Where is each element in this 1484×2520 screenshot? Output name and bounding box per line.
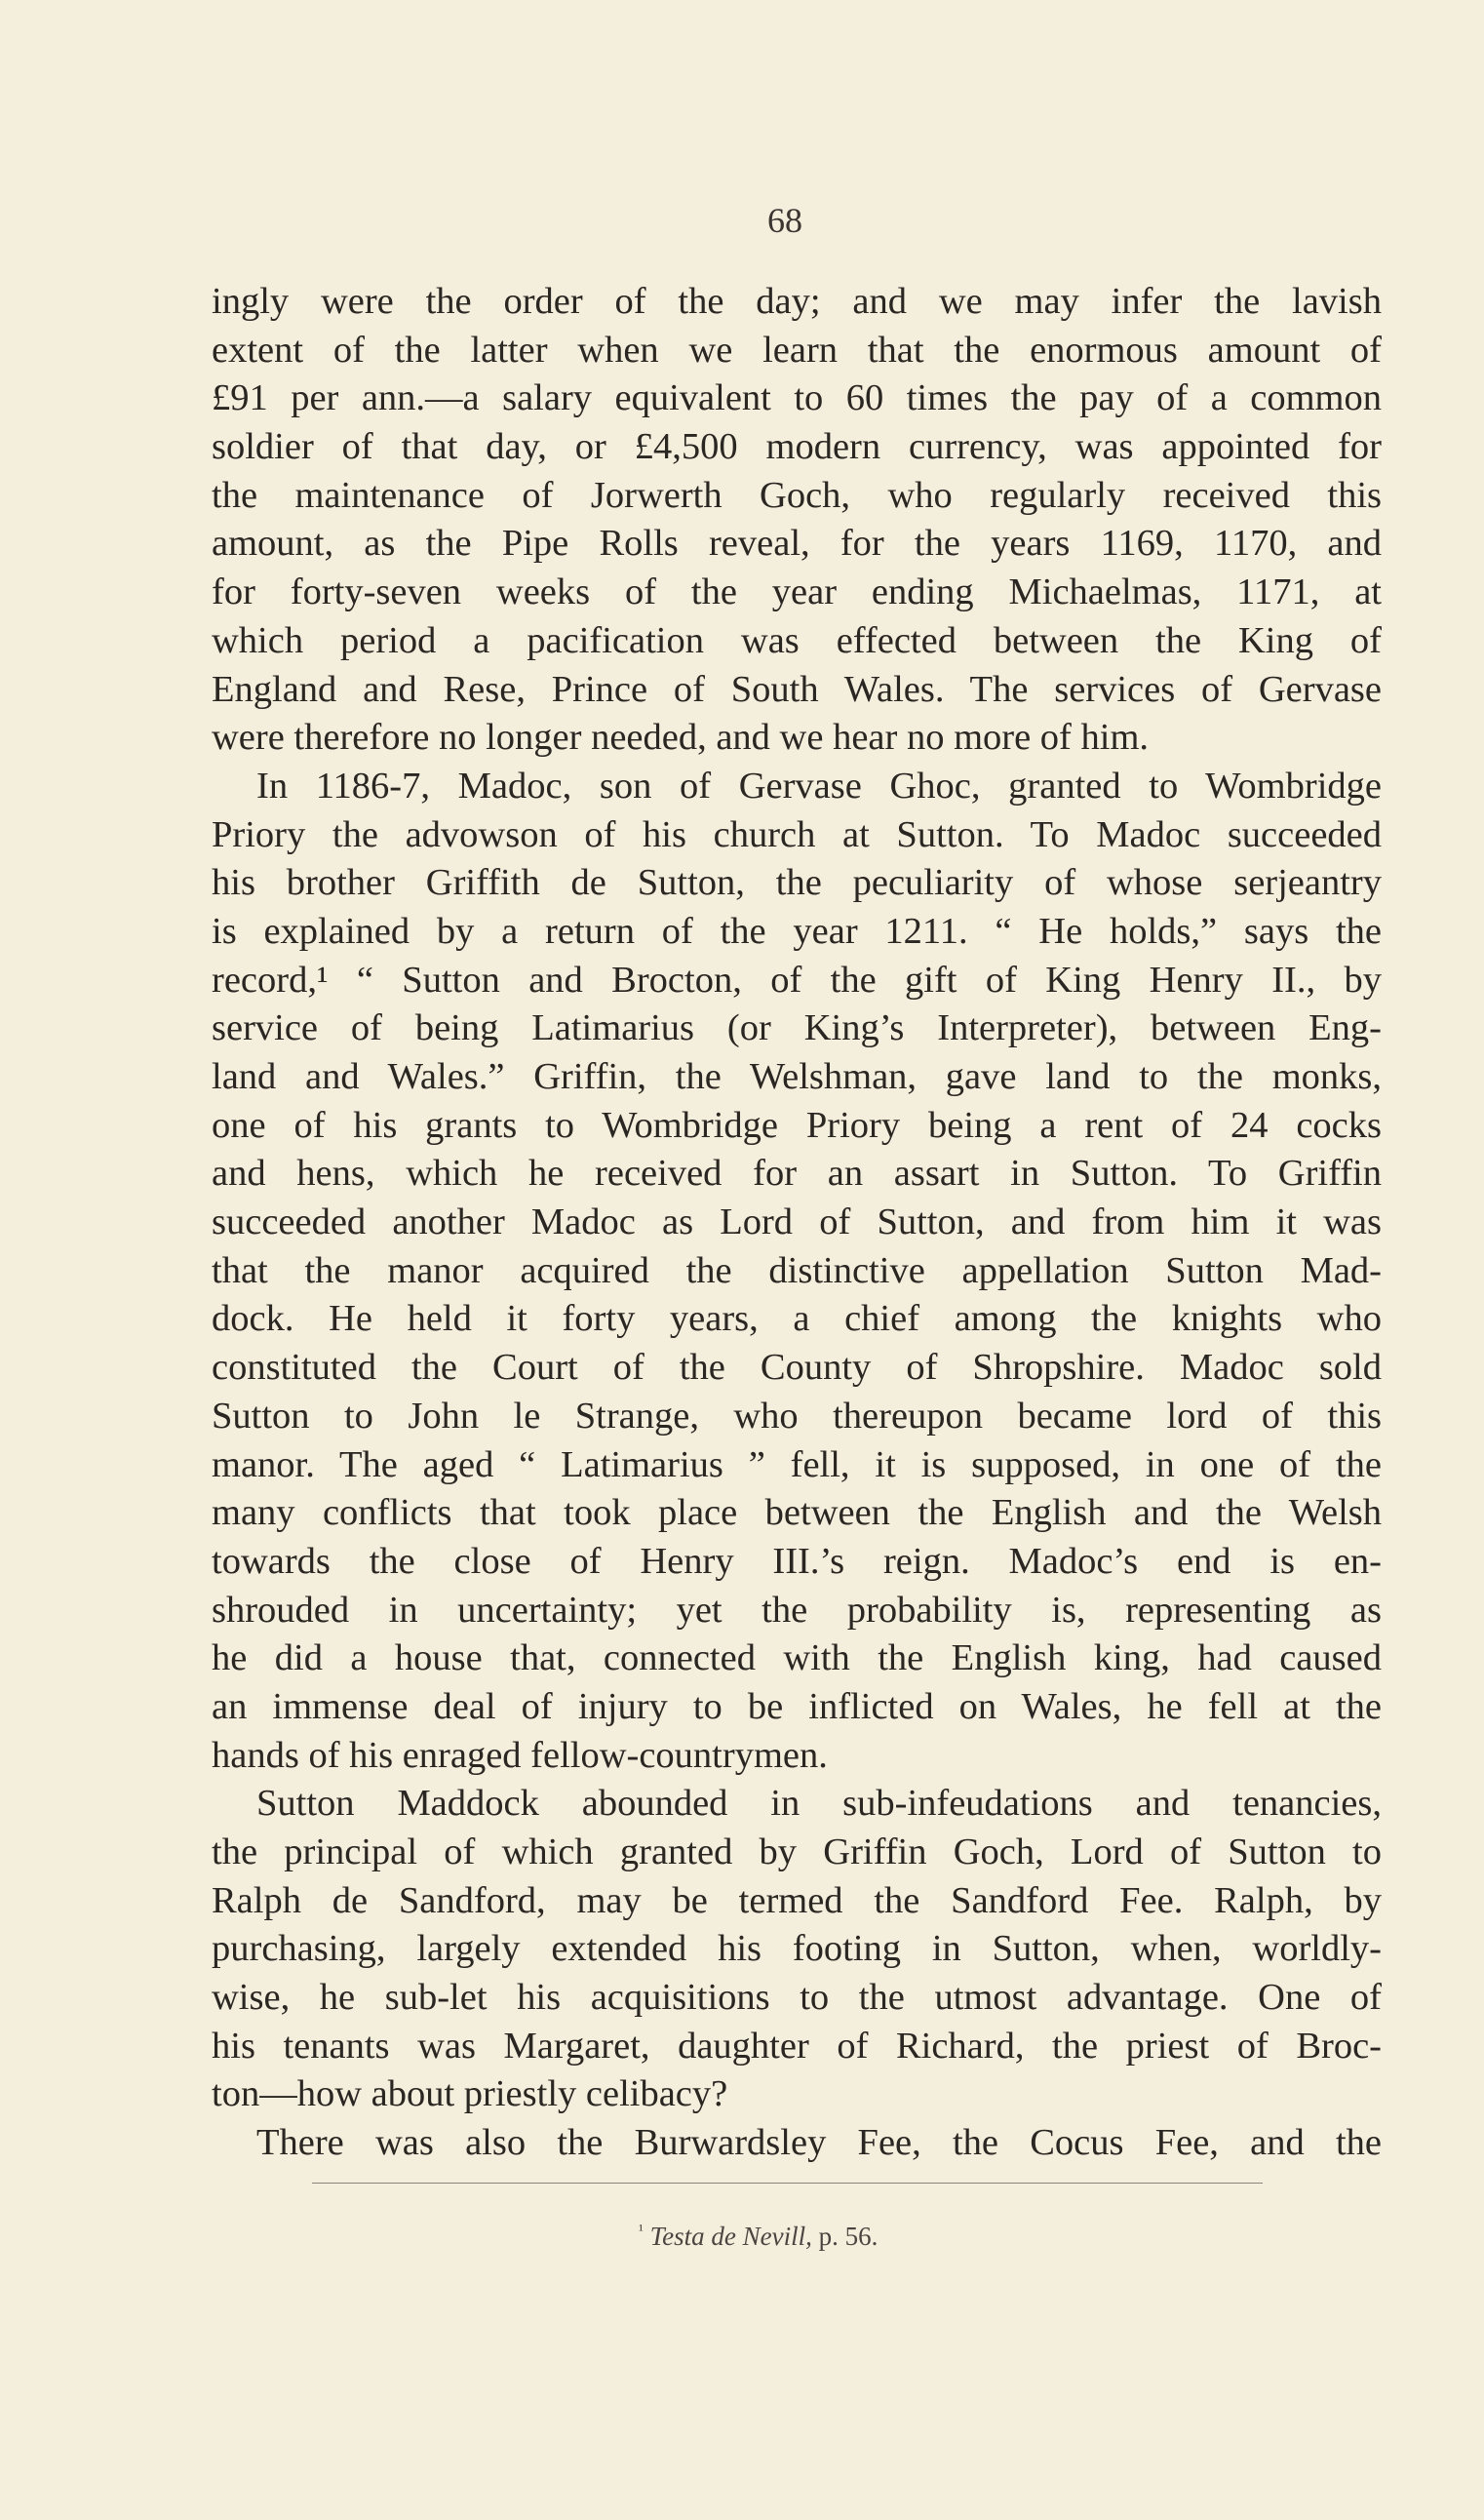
paragraph-start-line: Sutton Maddock abounded in sub-infeudations and tenancies, [256,1783,1382,1825]
text-line: towards the close of Henry III.’s reign. Madoc’s end is en- [212,1540,1382,1582]
text-line: were therefore no longer needed, and we hear no more of him. [212,717,1150,759]
text-line: which period a pacification was effected between the King of [212,619,1382,661]
text-line: extent of the latter when we learn that the enormous amount of [212,329,1382,371]
text-line: many conflicts that took place between the English and the Welsh [212,1492,1382,1534]
text-line: that the manor acquired the distinctive appellation Sutton Mad- [212,1249,1382,1291]
text-line: soldier of that day, or £4,500 modern currency, was appointed for [212,426,1382,468]
paragraph-start-line: In 1186-7, Madoc, son of Gervase Ghoc, granted to Wombridge [256,765,1382,807]
text-line: hands of his enraged fellow-countrymen. [212,1734,828,1776]
text-line: his tenants was Margaret, daughter of Richard, the priest of Broc- [212,2025,1382,2067]
text-line: ingly were the order of the day; and we may infer the lavish [212,281,1382,322]
text-line: one of his grants to Wombridge Priory being a rent of 24 cocks [212,1104,1382,1146]
text-line: shrouded in uncertainty; yet the probability is, representing as [212,1589,1382,1631]
text-line: £91 per ann.—a salary equivalent to 60 times the pay of a common [212,377,1382,419]
text-line: succeeded another Madoc as Lord of Sutton, and from him it was [212,1201,1382,1243]
text-line: is explained by a return of the year 1211. “ He holds,” says the [212,910,1382,952]
footnote [639,2222,878,2252]
text-line: dock. He held it forty years, a chief among the knights who [212,1298,1382,1340]
text-line: constituted the Court of the County of Shropshire. Madoc sold [212,1347,1382,1389]
text-line: Sutton to John le Strange, who thereupon became lord of this [212,1395,1382,1437]
text-line: his brother Griffith de Sutton, the peculiarity of whose serjeantry [212,862,1382,904]
footnote-marker: ¹ [639,2222,644,2239]
page-number: 68 [767,201,802,240]
text-line: record,¹ “ Sutton and Brocton, of the gift of King Henry II., by [212,959,1382,1001]
footnote-page: p. 56. [818,2222,879,2251]
text-line: land and Wales.” Griffin, the Welshman, gave land to the monks, [212,1056,1382,1097]
text-line: manor. The aged “ Latimarius ” fell, it is supposed, in one of the [212,1443,1382,1485]
footnote-divider [312,2183,1263,2184]
body-text [212,278,1382,2168]
text-line: England and Rese, Prince of South Wales. The services of Gervase [212,668,1382,710]
text-line: ton—how about priestly celibacy? [212,2073,728,2115]
text-line: an immense deal of injury to be inflicted on Wales, he fell at the [212,1685,1382,1727]
text-line: Ralph de Sandford, may be termed the Sandford Fee. Ralph, by [212,1879,1382,1921]
text-line: wise, he sub-let his acquisitions to the utmost advantage. One of [212,1977,1382,2019]
text-line: for forty-seven weeks of the year ending Michaelmas, 1171, at [212,571,1382,613]
text-line: the maintenance of Jorwerth Goch, who regularly received this [212,474,1382,516]
footnote-title: Testa de Nevill, [649,2222,812,2251]
text-line: and hens, which he received for an assart in Sutton. To Griffin [212,1153,1382,1195]
paragraph-start-line: There was also the Burwardsley Fee, the Cocus Fee, and the [256,2122,1382,2164]
text-line: he did a house that, connected with the English king, had caused [212,1637,1382,1679]
text-line: purchasing, largely extended his footing in Sutton, when, worldly- [212,1928,1382,1970]
text-line: service of being Latimarius (or King’s Interpreter), between Eng- [212,1007,1382,1049]
text-line: the principal of which granted by Griffin Goch, Lord of Sutton to [212,1831,1382,1872]
text-line: amount, as the Pipe Rolls reveal, for the years 1169, 1170, and [212,523,1382,565]
text-line: Priory the advowson of his church at Sutton. To Madoc succeeded [212,813,1382,855]
